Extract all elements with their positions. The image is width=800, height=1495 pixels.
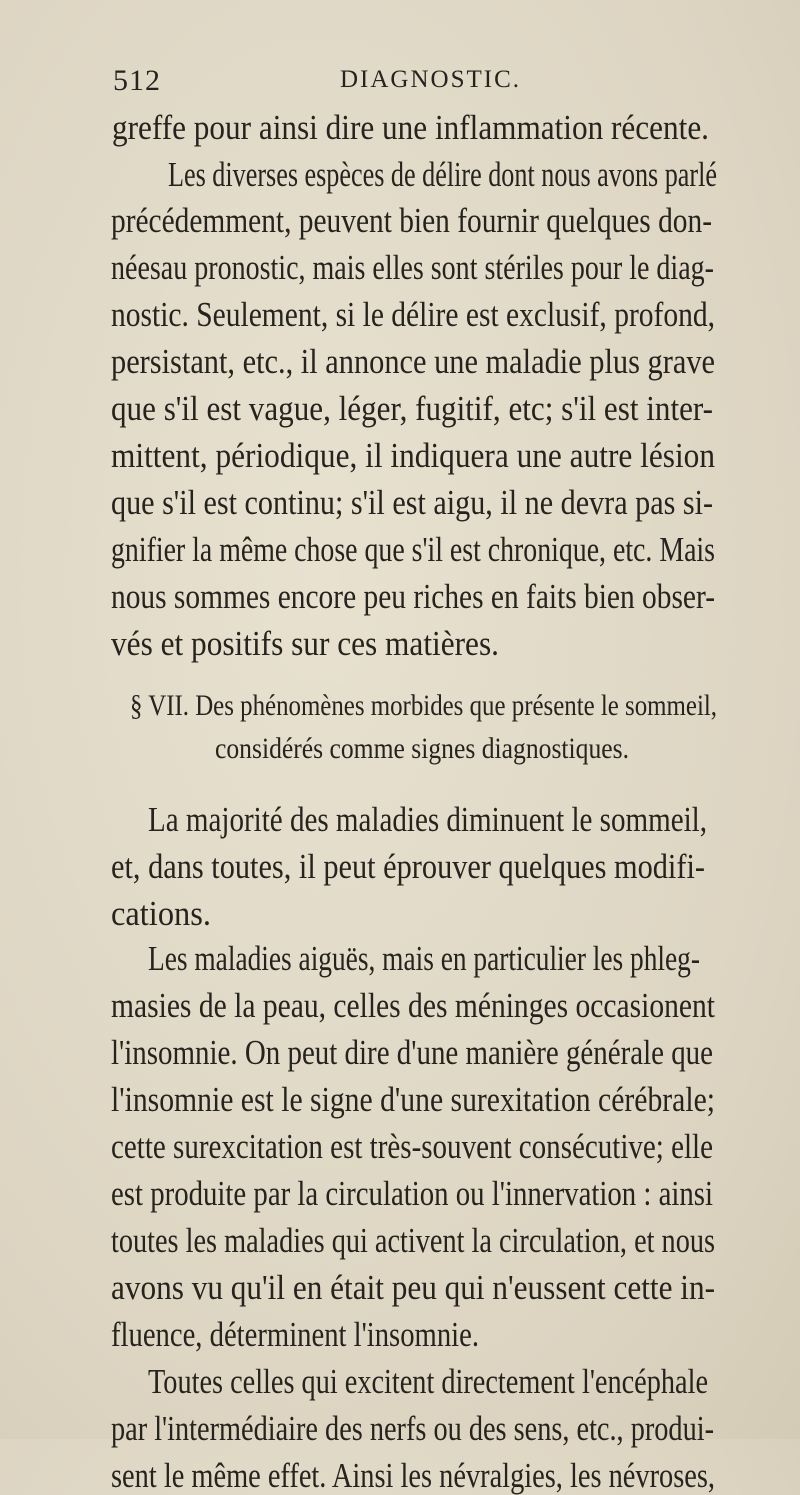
page-header (0, 64, 800, 104)
text-line: avons vu qu'il en était peu qui n'eussent cette in- (111, 1268, 715, 1307)
text-line: gnifier la même chose que s'il est chronique, etc. Mais (111, 530, 715, 569)
text-line: greffe pour ainsi dire une inflammation récente. (112, 108, 709, 147)
text-line: que s'il est vague, léger, fugitif, etc; s'il est inter- (111, 389, 713, 428)
page-number: 512 (113, 64, 161, 97)
text-line: Toutes celles qui excitent directement l'encéphale (148, 1362, 708, 1401)
running-head: DIAGNOSTIC. (340, 66, 522, 93)
text-line: et, dans toutes, il peut éprouver quelques modifi- (111, 847, 705, 886)
text-line: l'insomnie. On peut dire d'une manière générale que (111, 1033, 713, 1072)
text-line: masies de la peau, celles des méninges occasionent (111, 986, 715, 1025)
text-line: fluence, déterminent l'insomnie. (111, 1315, 479, 1354)
text-line: par l'intermédiaire des nerfs ou des sens, etc., produi- (111, 1409, 714, 1448)
text-line: Les diverses espèces de délire dont nous avons parlé (168, 155, 717, 194)
text-line: vés et positifs sur ces matières. (111, 624, 499, 663)
text-line: cette surexcitation est très-souvent consécutive; elle (111, 1127, 713, 1166)
text-line: mittent, périodique, il indiquera une autre lésion (111, 436, 715, 475)
text-line: que s'il est continu; s'il est aigu, il ne devra pas si- (111, 483, 713, 522)
text-line: l'insomnie est le signe d'une surexitation cérébrale; (111, 1080, 715, 1119)
text-line: persistant, etc., il annonce une maladie plus grave (111, 342, 715, 381)
text-line: nostic. Seulement, si le délire est exclusif, profond, (111, 295, 715, 334)
text-line: Les maladies aiguës, mais en particulier les phleg- (148, 939, 700, 978)
text-line: précédemment, peuvent bien fournir quelques don- (111, 201, 712, 240)
text-line: est produite par la circulation ou l'innervation : ainsi (111, 1174, 713, 1213)
heading-line: § VII. Des phénomènes morbides que présente le sommeil, (130, 689, 717, 722)
text-line: toutes les maladies qui activent la circulation, et nous (111, 1221, 715, 1260)
text-line: sent le même effet. Ainsi les névralgies, les névroses, (111, 1456, 715, 1495)
text-line: La majorité des maladies diminuent le sommeil, (148, 800, 707, 839)
text-line: nous sommes encore peu riches en faits bien obser- (111, 577, 715, 616)
heading-line: considérés comme signes diagnostiques. (215, 732, 629, 765)
text-line: néesau pronostic, mais elles sont stériles pour le diag- (111, 248, 714, 287)
text-line: cations. (111, 894, 211, 933)
